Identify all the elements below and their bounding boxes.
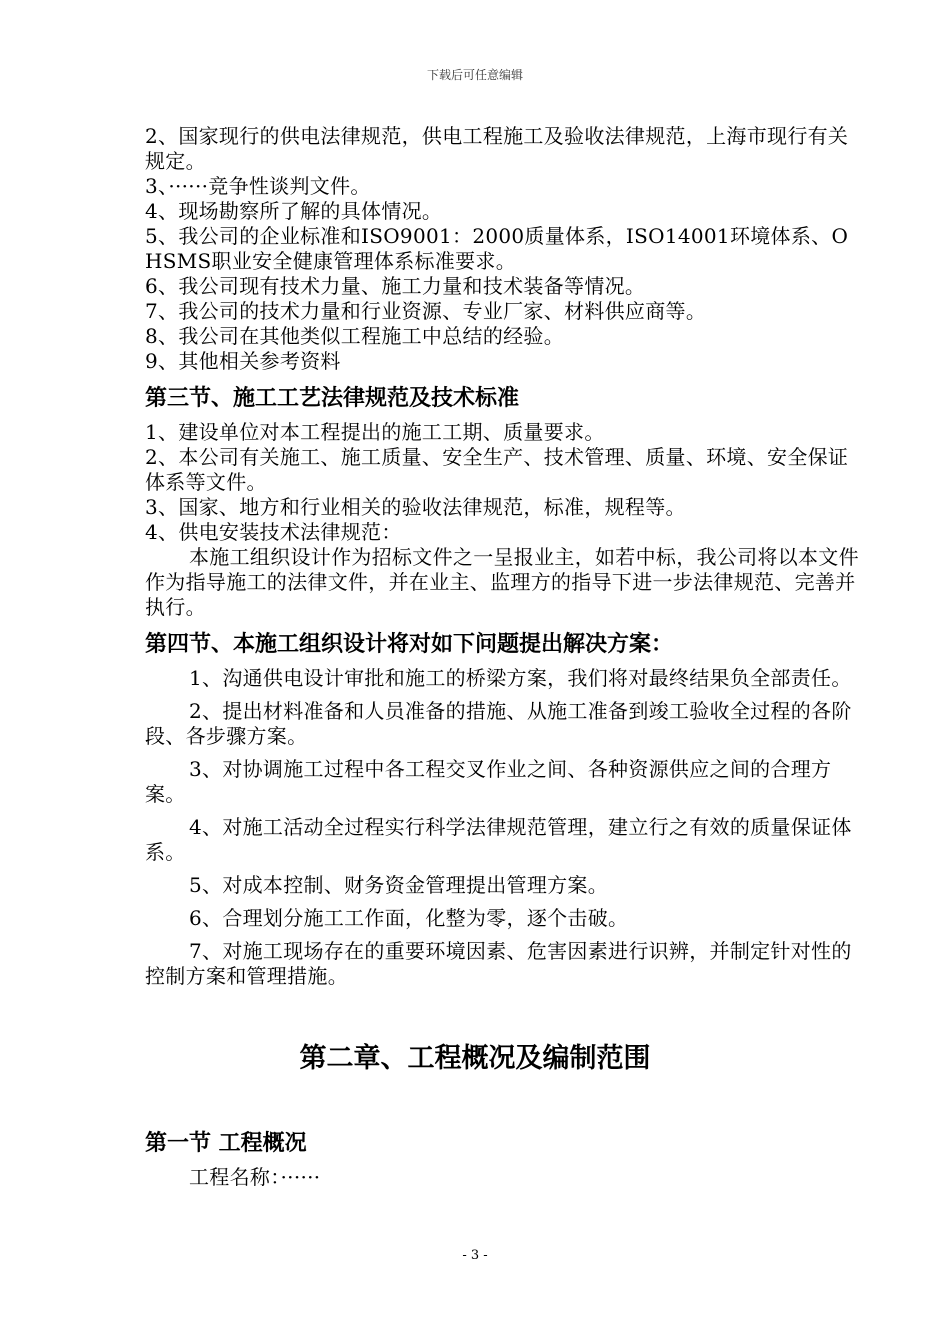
project-name-line: 工程名称：······ — [189, 1165, 321, 1189]
list-item: 3、······竞争性谈判文件。 — [145, 174, 371, 198]
list-item: 6、合理划分施工工作面，化整为零，逐个击破。 — [189, 906, 629, 930]
list-item: 2、本公司有关施工、施工质量、安全生产、技术管理、质量、环境、安全保证体系等文件。 — [145, 445, 849, 494]
list-item: 7、对施工现场存在的重要环境因素、危害因素进行识辨，并制定针对性的控制方案和管理措施。 — [145, 939, 852, 988]
list-item: 1、建设单位对本工程提出的施工工期、质量要求。 — [145, 420, 605, 444]
list-item: 5、我公司的企业标准和ISO9001：2000质量体系，ISO14001环境体系、OHSMS职业安全健康管理体系标准要求。 — [145, 224, 849, 273]
list-item: 3、国家、地方和行业相关的验收法律规范，标准，规程等。 — [145, 495, 686, 519]
list-item: 3、对协调施工过程中各工程交叉作业之间、各种资源供应之间的合理方案。 — [145, 757, 832, 806]
section-4-title: 第四节、本施工组织设计将对如下问题提出解决方案： — [145, 632, 674, 657]
list-item: 8、我公司在其他类似工程施工中总结的经验。 — [145, 324, 565, 348]
page-number: - 3 - — [462, 1248, 488, 1263]
list-item: 2、国家现行的供电法律规范，供电工程施工及验收法律规范，上海市现行有关规定。 — [145, 124, 849, 173]
section-3-title: 第三节、施工工艺法律规范及技术标准 — [145, 386, 520, 411]
list-item: 1、沟通供电设计审批和施工的桥梁方案，我们将对最终结果负全部责任。 — [189, 666, 852, 690]
list-item: 4、供电安装技术法律规范： — [145, 520, 402, 544]
list-item: 5、对成本控制、财务资金管理提出管理方案。 — [189, 873, 609, 897]
list-item: 9、其他相关参考资料 — [145, 349, 341, 373]
chapter-2-section-1-title: 第一节 工程概况 — [145, 1131, 307, 1156]
section-3-paragraph: 本施工组织设计作为招标文件之一呈报业主，如若中标，我公司将以本文件作为指导施工的法律文件，并在业主、监理方的指导下进一步法律规范、完善并执行。 — [145, 545, 859, 619]
document-body — [145, 124, 865, 1190]
list-item: 6、我公司现有技术力量、施工力量和技术装备等情况。 — [145, 274, 646, 298]
list-item: 7、我公司的技术力量和行业资源、专业厂家、材料供应商等。 — [145, 299, 707, 323]
list-item: 4、对施工活动全过程实行科学法律规范管理，建立行之有效的质量保证体系。 — [145, 815, 852, 864]
list-item: 4、现场勘察所了解的具体情况。 — [145, 199, 443, 223]
page-header: 下载后可任意编辑 — [426, 68, 523, 82]
chapter-2-title: 第二章、工程概况及编制范围 — [299, 1043, 651, 1074]
list-item: 2、提出材料准备和人员准备的措施、从施工准备到竣工验收全过程的各阶段、各步骤方案。 — [145, 699, 852, 748]
